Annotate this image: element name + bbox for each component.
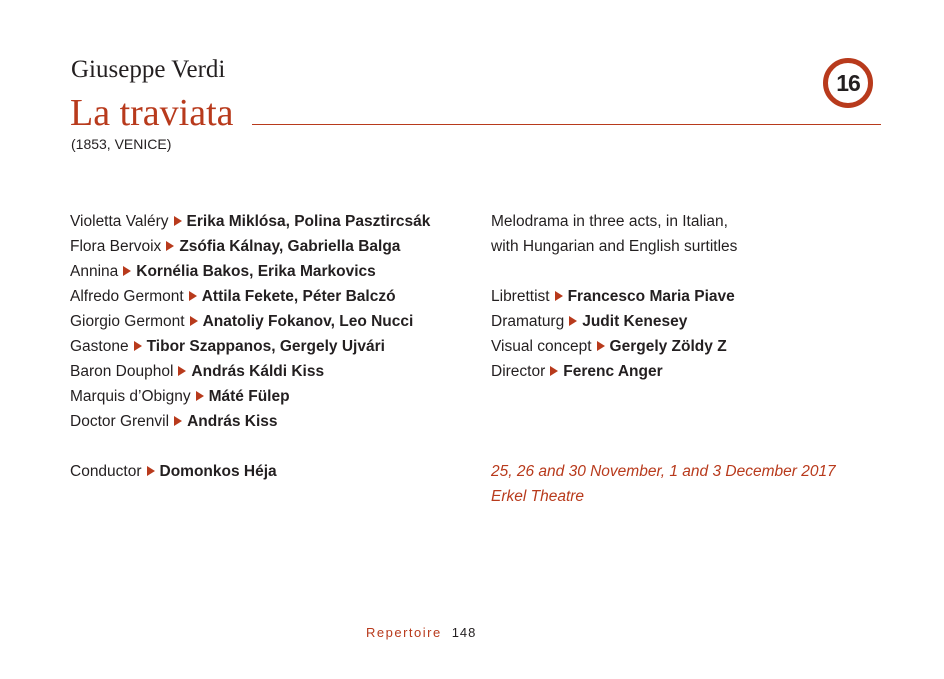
- role-label: Marquis d’Obigny: [70, 388, 191, 405]
- cast-line: [70, 359, 430, 384]
- cast-line: [70, 259, 430, 284]
- cast-line: [70, 309, 430, 334]
- arrow-icon: [597, 341, 605, 351]
- opera-title: La traviata: [70, 92, 234, 134]
- performance-venue: Erkel Theatre: [491, 488, 585, 505]
- arrow-icon: [147, 466, 155, 476]
- performer-names: Erika Miklósa, Polina Pasztircsák: [186, 213, 431, 230]
- creative-name: Gergely Zöldy Z: [609, 338, 727, 355]
- spacer: [491, 259, 836, 284]
- creative-line: [491, 309, 836, 334]
- role-label: Baron Douphol: [70, 363, 174, 380]
- spacer: [70, 434, 430, 459]
- conductor-name: Domonkos Héja: [159, 463, 277, 480]
- spacer: [491, 434, 836, 459]
- arrow-icon: [166, 241, 174, 251]
- title-rule: [252, 124, 881, 125]
- description-line: Melodrama in three acts, in Italian,: [491, 213, 728, 230]
- arrow-icon: [123, 266, 131, 276]
- age-rating-value: 16: [836, 69, 860, 96]
- role-label: Dramaturg: [491, 313, 565, 330]
- arrow-icon: [190, 316, 198, 326]
- creative-line: [491, 359, 836, 384]
- age-rating-badge: [823, 58, 873, 108]
- conductor-line: [70, 459, 430, 484]
- arrow-icon: [196, 391, 204, 401]
- creative-name: Judit Kenesey: [582, 313, 688, 330]
- page-footer: [366, 625, 476, 640]
- role-label: Gastone: [70, 338, 129, 355]
- spacer: [491, 384, 836, 409]
- performer-names: Máté Fülep: [208, 388, 290, 405]
- role-label: Visual concept: [491, 338, 592, 355]
- creative-name: Ferenc Anger: [563, 363, 663, 380]
- arrow-icon: [178, 366, 186, 376]
- role-label: Director: [491, 363, 546, 380]
- role-label: Giorgio Germont: [70, 313, 185, 330]
- production-info-column: [491, 209, 836, 509]
- arrow-icon: [174, 216, 182, 226]
- performer-names: Attila Fekete, Péter Balczó: [201, 288, 396, 305]
- arrow-icon: [189, 291, 197, 301]
- arrow-icon: [569, 316, 577, 326]
- performance-dates: 25, 26 and 30 November, 1 and 3 December 2017: [491, 463, 836, 480]
- page-number: 148: [451, 625, 477, 640]
- cast-column: [70, 209, 430, 484]
- role-label: Doctor Grenvil: [70, 413, 170, 430]
- spacer: [491, 409, 836, 434]
- cast-line: [70, 284, 430, 309]
- role-label: Alfredo Germont: [70, 288, 184, 305]
- premiere-info: (1853, VENICE): [71, 136, 172, 152]
- role-label: Flora Bervoix: [70, 238, 162, 255]
- creative-line: [491, 334, 836, 359]
- performer-names: Anatoliy Fokanov, Leo Nucci: [202, 313, 414, 330]
- arrow-icon: [550, 366, 558, 376]
- role-label: Annina: [70, 263, 119, 280]
- role-label: Conductor: [70, 463, 142, 480]
- performer-names: Zsófia Kálnay, Gabriella Balga: [179, 238, 401, 255]
- arrow-icon: [174, 416, 182, 426]
- performer-names: Tibor Szappanos, Gergely Ujvári: [146, 338, 385, 355]
- performer-names: Kornélia Bakos, Erika Markovics: [136, 263, 376, 280]
- performer-names: András Káldi Kiss: [191, 363, 325, 380]
- cast-line: [70, 384, 430, 409]
- role-label: Violetta Valéry: [70, 213, 169, 230]
- description-line: with Hungarian and English surtitles: [491, 238, 738, 255]
- role-label: Librettist: [491, 288, 550, 305]
- cast-line: [70, 334, 430, 359]
- cast-line: [70, 209, 430, 234]
- arrow-icon: [134, 341, 142, 351]
- creative-name: Francesco Maria Piave: [567, 288, 735, 305]
- arrow-icon: [555, 291, 563, 301]
- cast-line: [70, 409, 430, 434]
- section-label: Repertoire: [366, 625, 442, 640]
- cast-line: [70, 234, 430, 259]
- composer-name: Giuseppe Verdi: [71, 56, 226, 83]
- performer-names: András Kiss: [187, 413, 278, 430]
- creative-line: [491, 284, 836, 309]
